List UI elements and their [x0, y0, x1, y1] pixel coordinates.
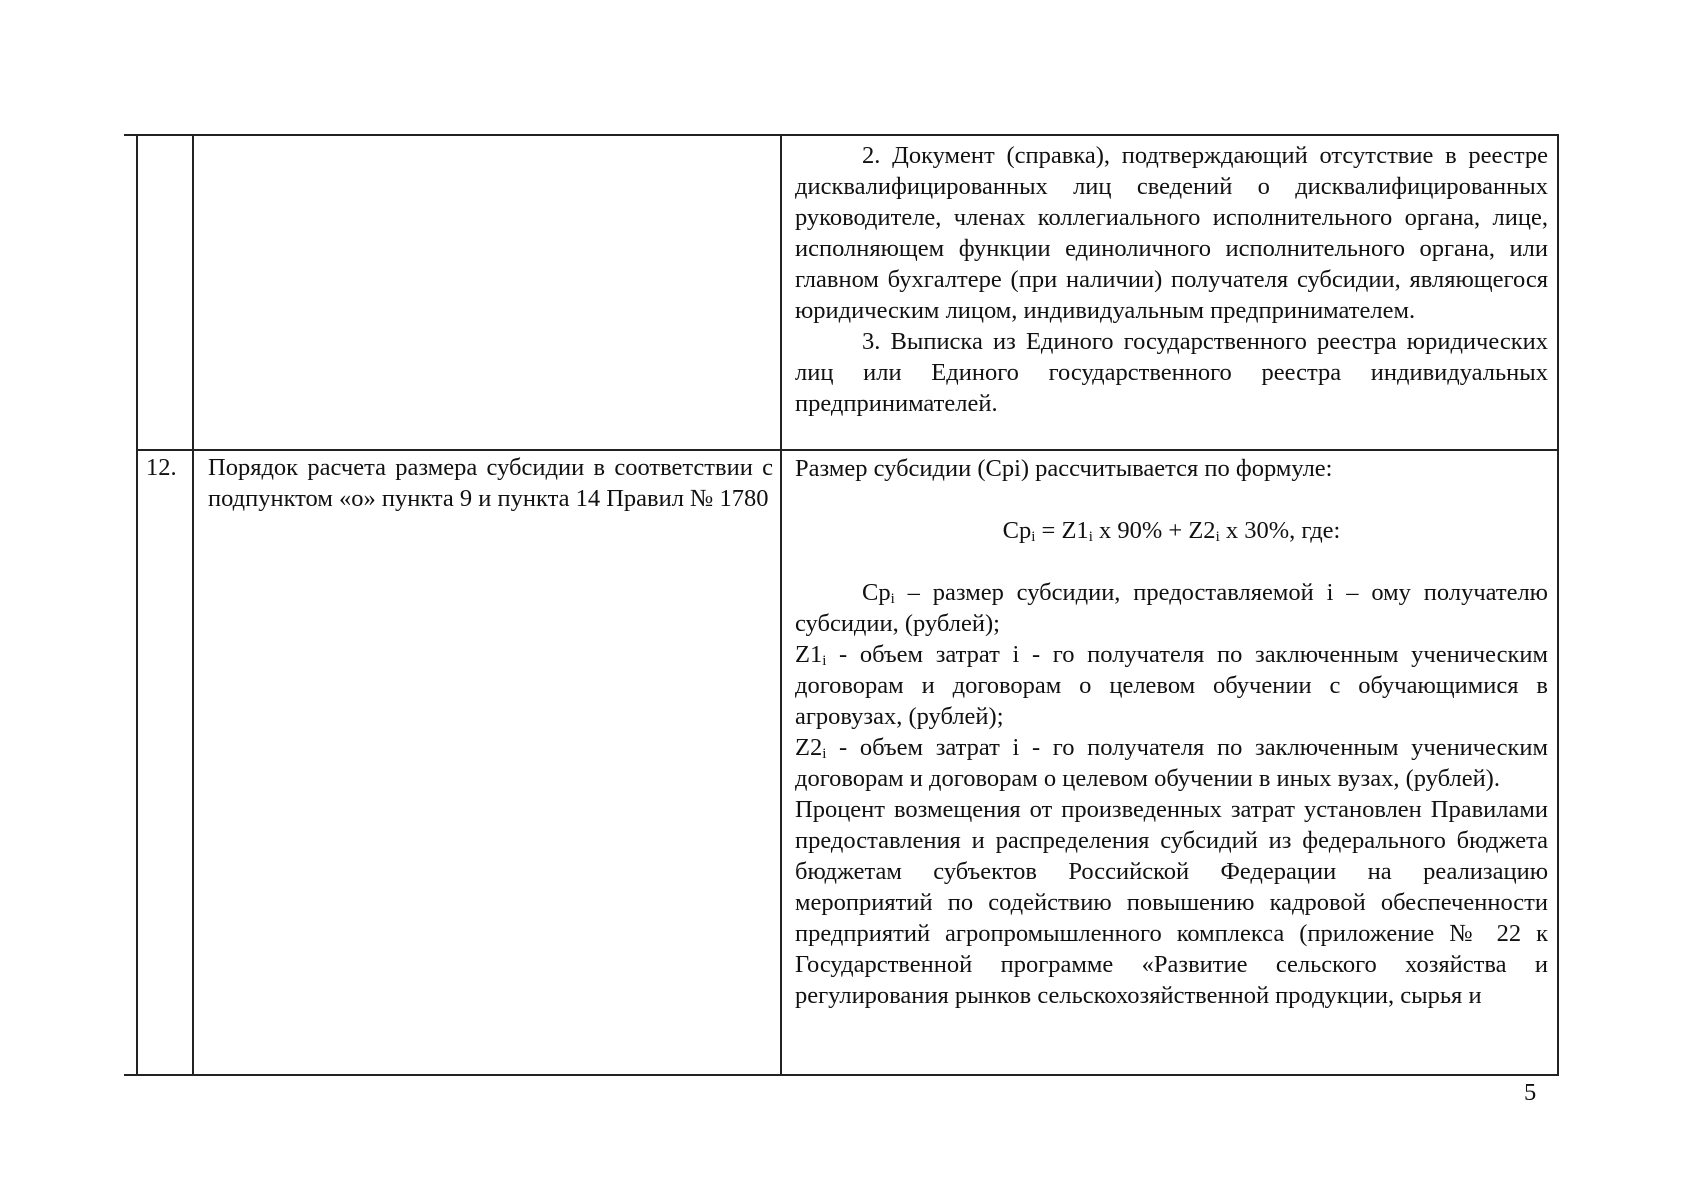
row-description: Порядок расчета размера субсидии в соответствии с подпунктом «о» пункта 9 и пункта 14 Правил № 1780	[208, 454, 773, 512]
spacer	[795, 484, 1548, 515]
column-divider-number	[192, 136, 194, 1074]
previous-row-content-cell	[795, 140, 1548, 419]
formula-eq: = Z1	[1035, 517, 1089, 544]
calculation-cell	[795, 453, 1548, 1011]
column-divider-content	[780, 136, 782, 1074]
subsidy-formula	[795, 515, 1548, 546]
definition-z1-symbol: Z1	[795, 641, 823, 668]
row-number-cell	[146, 452, 190, 483]
document-item-3: 3. Выписка из Единого государственного реестра юридических лиц или Единого государственного реестра индивидуальных предпринимателей.	[795, 328, 1548, 417]
definition-z1	[795, 639, 1548, 732]
formula-mid: x 90% + Z2	[1092, 517, 1216, 544]
definition-cp-text: – размер субсидии, предоставляемой i – ому получателю субсидии, (рублей);	[795, 579, 1548, 637]
formula-sub-2: i	[1088, 529, 1093, 545]
table-border-left	[136, 136, 138, 1074]
document-item-2: 2. Документ (справка), подтверждающий отсутствие в реестре дисквалифицированных лиц сведений о дисквалифицированных руководителе, членах коллегиального исполнительного органа, лице, исполняющем функции единоличного исполнительного органа, или главном бухгалтере (при наличии) получателя субсидии, являющегося юридическим лицом, индивидуальным предпринимателем.	[795, 142, 1548, 324]
formula-sub-3: i	[1215, 529, 1220, 545]
regulation-table	[124, 134, 1559, 1076]
reimbursement-percent-text: Процент возмещения от произведенных затрат установлен Правилами предоставления и распределения субсидий из федерального бюджета бюджетам субъектов Российской Федерации на реализацию мероприятий по содействию повышению кадровой обеспеченности предприятий агропромышленного комплекса (приложение № 22 к Государственной программе «Развитие сельского хозяйства и регулирования рынков сельскохозяйственной продукции, сырья и	[795, 796, 1548, 1009]
definition-cp-symbol: Ср	[862, 579, 891, 606]
definition-z2-text: - объем затрат i - го получателя по заключенным ученическим договорам и договорам о целевом обучении в иных вузах, (рублей).	[795, 734, 1548, 792]
definition-z1-sub: i	[822, 653, 827, 669]
formula-tail: x 30%, где:	[1219, 517, 1341, 544]
row-description-cell	[208, 452, 773, 514]
spacer	[795, 546, 1548, 577]
definition-z2-sub: i	[822, 746, 827, 762]
definition-z2-symbol: Z2	[795, 734, 823, 761]
formula-lhs: Ср	[1002, 517, 1032, 544]
definition-cp	[795, 577, 1548, 639]
page-number: 5	[1524, 1079, 1537, 1106]
formula-intro: Размер субсидии (Срi) рассчитывается по формуле:	[795, 455, 1333, 482]
definition-z1-text: - объем затрат i - го получателя по заключенным ученическим договорам и договорам о целевом обучении с обучающимися в агровузах, (рублей);	[795, 641, 1548, 730]
definition-cp-sub: i	[890, 591, 895, 607]
table-border-right	[1557, 136, 1559, 1074]
row-number: 12.	[146, 454, 177, 481]
formula-sub-1: i	[1031, 529, 1036, 545]
definition-z2	[795, 732, 1548, 794]
row-divider	[136, 449, 1559, 451]
